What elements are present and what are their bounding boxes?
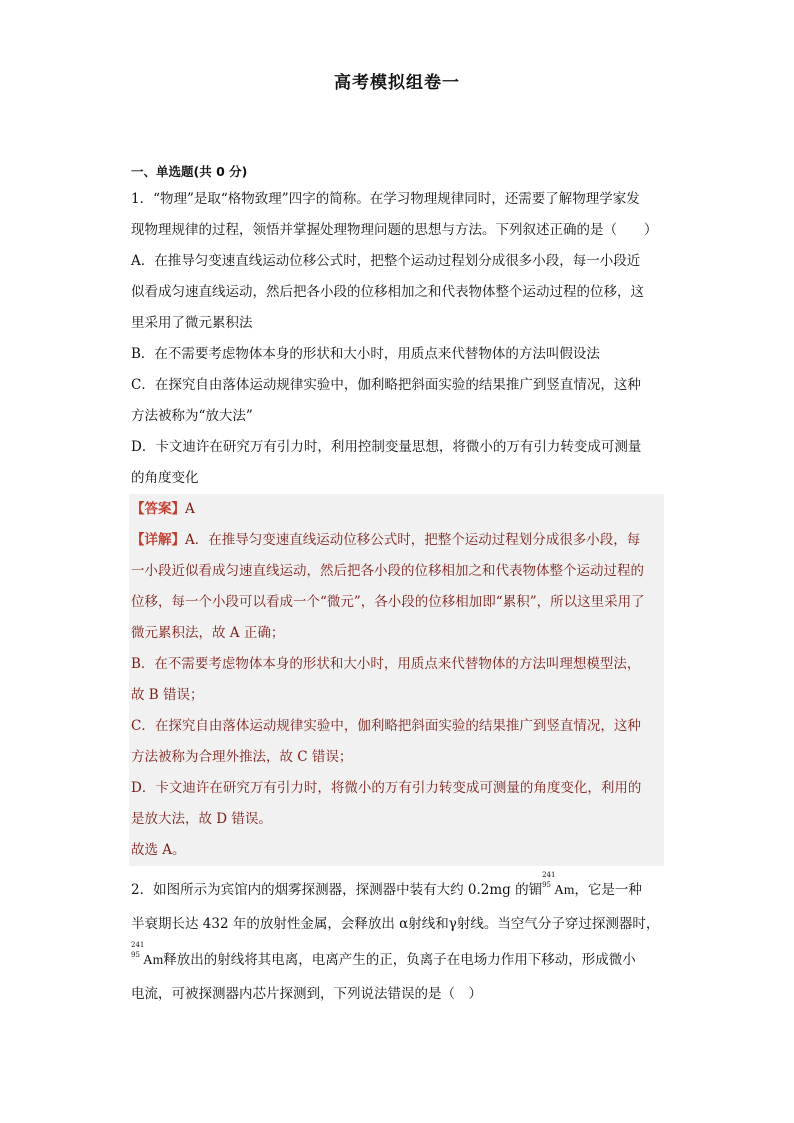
option-d-line: D．卡文迪许在研究万有引力时，利用控制变量思想，将微小的万有引力转变成可测量 xyxy=(131,439,642,455)
question-1 xyxy=(131,184,662,494)
question-2 xyxy=(131,872,662,1012)
isotope-notation xyxy=(542,871,556,894)
detail-line: 方法被称为合理外推法，故 C 错误； xyxy=(131,749,353,765)
detail-line: 位移，每一个小段可以看成一个“微元”，各小段的位移相加即“累积”，所以这里采用了 xyxy=(131,594,645,610)
atomic-number: 95 xyxy=(542,881,552,889)
detail-line: 故 B 错误； xyxy=(131,687,204,703)
content xyxy=(131,160,662,1012)
mass-number: 241 xyxy=(131,941,145,949)
question-2-text: ，它是一种 xyxy=(574,882,642,898)
option-c-line: 方法被称为“放大法” xyxy=(131,408,253,424)
detail-line: B．在不需要考虑物体本身的形状和大小时，用质点来代替物体的方法叫理想模型法， xyxy=(131,656,641,672)
detail-line xyxy=(131,525,664,556)
question-2-line xyxy=(131,942,662,977)
answer-line xyxy=(131,494,664,525)
question-2-text: 2．如图所示为宾馆内的烟雾探测器，探测器中装有大约 0.2mg 的镅 xyxy=(131,882,543,898)
option-c-line: C．在探究自由落体运动规律实验中，伽利略把斜面实验的结果推广到竖直情况，这种 xyxy=(131,377,641,393)
option-d-line: 的角度变化 xyxy=(131,470,199,486)
section-heading: 一、单选题(共 0 分) xyxy=(131,164,248,179)
element-symbol: Am xyxy=(143,952,164,967)
isotope-notation xyxy=(131,941,145,964)
question-2-line xyxy=(131,872,662,907)
detail-line: 微元累积法，故 A 正确； xyxy=(131,625,285,641)
detail-tag: 【详解】 xyxy=(131,532,185,548)
option-b-line: B．在不需要考虑物体本身的形状和大小时，用质点来代替物体的方法叫假设法 xyxy=(131,346,600,362)
mass-number: 241 xyxy=(542,871,556,879)
answer-value: A xyxy=(185,501,195,517)
element-symbol: Am xyxy=(554,882,575,897)
option-a-line: A．在推导匀变速直线运动位移公式时，把整个运动过程划分成很多小段，每一小段近 xyxy=(131,253,641,269)
question-2-text: 释放出的射线将其电离，电离产生的正，负离子在电场力作用下移动，形成微小 xyxy=(163,952,636,968)
detail-line: D．卡文迪许在研究万有引力时，将微小的万有引力转变成可测量的角度变化，利用的 xyxy=(131,780,642,796)
atomic-number: 95 xyxy=(131,951,140,959)
option-a-line: 里采用了微元累积法 xyxy=(131,315,253,331)
detail-line: C．在探究自由落体运动规律实验中，伽利略把斜面实验的结果推广到竖直情况，这种 xyxy=(131,718,641,734)
question-2-line: 半衰期长达 432 年的放射性金属，会释放出 α射线和γ射线。当空气分子穿过探测器时， xyxy=(131,916,660,932)
answer-explanation-box xyxy=(129,494,664,866)
question-1-stem-line: 1．“物理”是取“格物致理”四字的简称。在学习物理规律同时，还需要了解物理学家发 xyxy=(131,191,640,207)
detail-line: 是放大法，故 D 错误。 xyxy=(131,811,272,827)
page-title: 高考模拟组卷一 xyxy=(334,73,460,93)
detail-line: 一小段近似看成匀速直线运动，然后把各小段的位移相加之和代表物体整个运动过程的 xyxy=(131,563,644,579)
option-a-line: 似看成匀速直线运动，然后把各小段的位移相加之和代表物体整个运动过程的位移，这 xyxy=(131,284,644,300)
answer-tag: 【答案】 xyxy=(131,501,185,517)
detail-text: A．在推导匀变速直线运动位移公式时，把整个运动过程划分成很多小段，每 xyxy=(185,532,641,548)
question-1-stem-line: 现物理规律的过程，领悟并掌握处理物理问题的思想与方法。下列叙述正确的是（ ） xyxy=(131,222,658,238)
conclusion-line: 故选 A。 xyxy=(131,842,186,858)
question-2-line: 电流，可被探测器内芯片探测到，下列说法错误的是（ ） xyxy=(131,986,482,1002)
